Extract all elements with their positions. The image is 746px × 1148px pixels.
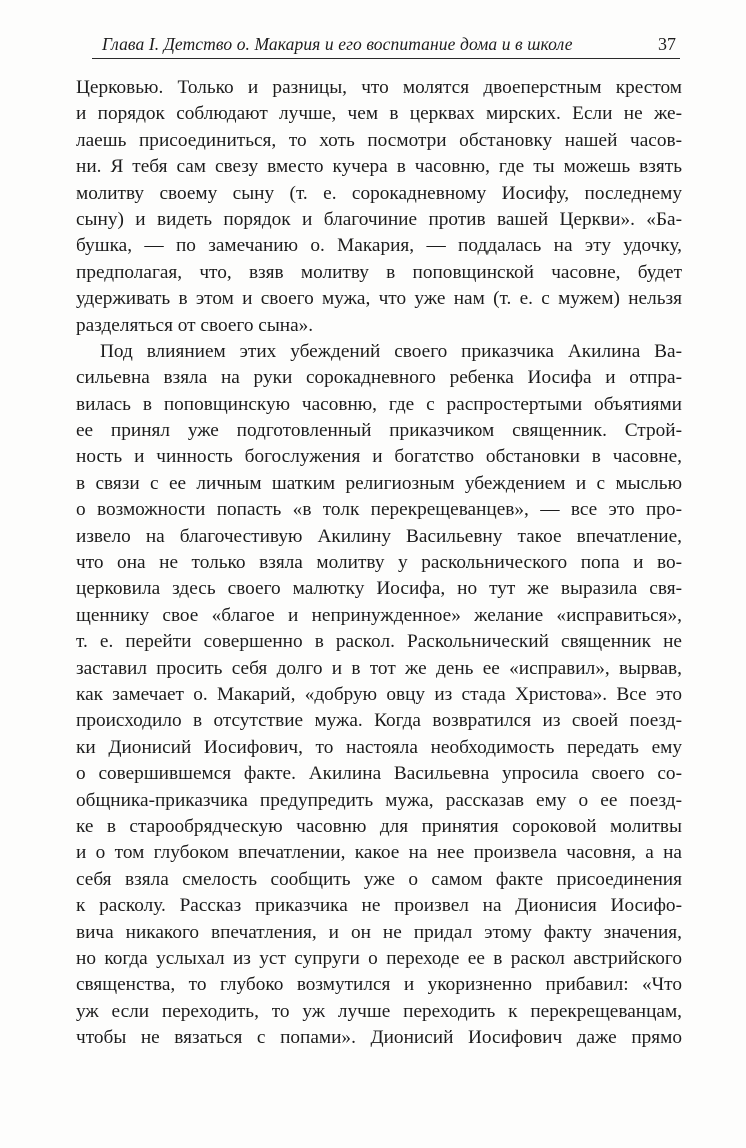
text-line: и порядок соблюдают лучше, чем в церквах мирских. Если не же- [76,103,682,125]
body-text [76,75,682,1051]
text-line: разделяться от своего сына». [76,314,314,336]
text-line: к расколу. Рассказ приказчика не произвел на Дионисия Иосифо- [76,895,682,917]
text-line: удерживать в этом и своего мужа, что уже нам (т. е. с мужем) нельзя [76,288,682,310]
text-line: о совершившемся факте. Акилина Васильевна упросила своего со- [76,763,682,785]
text-line: вича никакого впечатления, и он не придал этому факту значения, [76,921,682,943]
text-line: ке в старообрядческую часовню для принятия сороковой молитвы [76,815,682,837]
text-line: т. е. перейти совершенно в раскол. Раскольнический священник не [76,631,682,653]
text-line: лаешь присоединиться, то хоть посмотри обстановку нашей часов- [76,129,682,151]
text-line: предполагая, что, взяв молитву в поповщинской часовне, будет [76,261,682,283]
text-line: церковила здесь своего малютку Иосифа, но тут же выразила свя- [76,578,682,600]
text-line: уж если переходить, то уж лучше переходить к перекрещеванцам, [76,1000,682,1022]
running-title: Глава I. Детство о. Макария и его воспитание дома и в школе [102,34,573,54]
text-line: ность и чинность богослужения и богатство обстановки в часовне, [76,446,682,468]
paragraph [76,339,682,1052]
text-line: но когда услыхал из уст супруги о переходе ее в раскол австрийского [76,947,682,969]
text-line: сыну) и видеть порядок и благочиние против вашей Церкви». «Ба- [76,208,682,230]
text-line: Церковью. Только и разницы, что молятся двоеперстным крестом [76,77,682,98]
text-line: ее принял уже подготовленный приказчиком священник. Строй- [76,420,682,442]
text-line: о возможности попасть «в толк перекрещеванцев», — все это про- [76,499,682,521]
text-line: чтобы не вязаться с попами». Дионисий Иосифович даже прямо [76,1027,682,1049]
text-line: ки Дионисий Иосифович, то настояла необходимость передать ему [76,736,682,758]
text-line: заставил просить себя долго и в тот же день ее «исправил», вырвав, [76,657,682,679]
text-line: сильевна взяла на руки сорокадневного ребенка Иосифа и отпра- [76,367,682,389]
running-header [92,28,680,59]
text-line: и о том глубоком впечатлении, какое на нее произвела часовня, а на [76,842,682,864]
text-line: извело на благочестивую Акилину Васильевну такое впечатление, [76,525,682,547]
text-line: священства, то глубоко возмутился и укоризненно прибавил: «Что [76,974,682,996]
text-line: в связи с ее личным шатким религиозным убеждением и с мыслью [76,472,682,494]
text-line: происходило в отсутствие мужа. Когда возвратился из своей поезд- [76,710,682,732]
paragraph [76,75,682,339]
text-line: ни. Я тебя сам свезу вместо кучера в часовню, где ты можешь взять [76,156,682,178]
text-line: молитву своему сыну (т. е. сорокадневному Иосифу, последнему [76,182,682,204]
text-line: что она не только взяла молитву у раскольнического попа и во- [76,552,682,574]
text-line: вилась в поповщинскую часовню, где с распростертыми объятиями [76,393,682,415]
text-line: щеннику свое «благое и непринужденное» желание «исправиться», [76,604,682,626]
text-line: себя взяла смелость сообщить уже о самом факте присоединения [76,868,682,890]
text-line: как замечает о. Макарий, «добрую овцу из стада Христова». Все это [76,683,682,705]
page-number: 37 [658,34,676,54]
text-line: бушка, — по замечанию о. Макария, — поддалась на эту удочку, [76,235,682,257]
text-line: общника-приказчика предупредить мужа, рассказав ему о ее поезд- [76,789,682,811]
text-line: Под влиянием этих убеждений своего приказчика Акилина Ва- [100,340,682,362]
